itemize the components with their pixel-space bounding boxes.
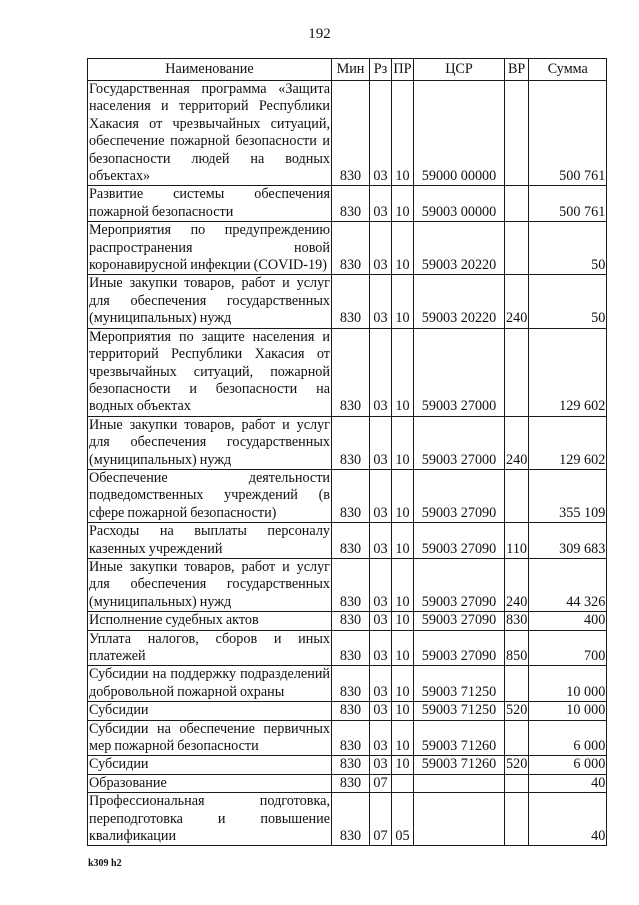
cell-rz: 03 (370, 469, 392, 522)
cell-pr: 10 (392, 720, 414, 756)
cell-csr: 59003 71260 (414, 720, 505, 756)
table-row (88, 558, 607, 611)
cell-sum: 129 602 (529, 416, 607, 469)
header-rz: Рз (370, 59, 392, 81)
cell-csr (414, 793, 505, 846)
cell-vr: 240 (505, 275, 529, 328)
cell-csr: 59003 71250 (414, 666, 505, 702)
footer-code: k309 h2 (88, 858, 122, 869)
cell-min: 830 (332, 702, 370, 720)
cell-min: 830 (332, 756, 370, 774)
cell-csr: 59003 20220 (414, 275, 505, 328)
cell-vr (505, 328, 529, 416)
table-header-row (88, 59, 607, 81)
cell-min: 830 (332, 720, 370, 756)
cell-rz: 03 (370, 523, 392, 559)
budget-table (87, 58, 607, 846)
cell-min: 830 (332, 81, 370, 186)
cell-sum: 40 (529, 774, 607, 792)
cell-csr: 59003 71250 (414, 702, 505, 720)
cell-csr: 59003 27090 (414, 523, 505, 559)
cell-pr: 10 (392, 328, 414, 416)
cell-min: 830 (332, 612, 370, 630)
header-csr: ЦСР (414, 59, 505, 81)
cell-sum: 400 (529, 612, 607, 630)
table-row (88, 756, 607, 774)
cell-rz: 03 (370, 81, 392, 186)
cell-pr: 10 (392, 469, 414, 522)
cell-csr: 59003 27090 (414, 612, 505, 630)
cell-sum: 50 (529, 222, 607, 275)
table-row (88, 720, 607, 756)
cell-csr: 59003 27090 (414, 558, 505, 611)
cell-csr: 59003 27000 (414, 328, 505, 416)
cell-name: Обеспечение деятельности подведомственных учреждений (в сфере пожарной безопасности) (89, 469, 330, 521)
table-row (88, 186, 607, 222)
cell-csr: 59003 27090 (414, 469, 505, 522)
cell-sum: 10 000 (529, 702, 607, 720)
cell-rz: 03 (370, 222, 392, 275)
cell-pr: 10 (392, 666, 414, 702)
page-number: 192 (308, 26, 331, 42)
cell-min: 830 (332, 630, 370, 666)
cell-rz: 03 (370, 275, 392, 328)
cell-name: Уплата налогов, сборов и иных платежей (89, 630, 330, 664)
header-sum: Сумма (529, 59, 607, 81)
cell-min: 830 (332, 416, 370, 469)
cell-name: Субсидии (88, 756, 332, 774)
cell-name: Субсидии на обеспечение первичных мер пожарной безопасности (89, 720, 330, 755)
cell-pr: 10 (392, 523, 414, 559)
cell-min: 830 (332, 774, 370, 792)
header-min: Мин (332, 59, 370, 81)
cell-name: Мероприятия по защите населения и территорий Республики Хакасия от чрезвычайных ситуаций, пожарной безопасности и безопасности на водных объектах (89, 328, 330, 415)
cell-name: Иные закупки товаров, работ и услуг для обеспечения государственных (муниципальных) нужд (89, 416, 330, 468)
cell-rz: 03 (370, 666, 392, 702)
cell-pr: 05 (392, 793, 414, 846)
table-row (88, 774, 607, 792)
table-row (88, 469, 607, 522)
cell-vr (505, 81, 529, 186)
cell-vr (505, 666, 529, 702)
cell-sum: 6 000 (529, 756, 607, 774)
cell-vr: 240 (505, 416, 529, 469)
cell-pr: 10 (392, 630, 414, 666)
header-name: Наименование (88, 59, 332, 81)
cell-rz: 03 (370, 612, 392, 630)
table-row (88, 666, 607, 702)
cell-name: Образование (88, 774, 332, 792)
cell-name: Профессиональная подготовка, переподготовка и повышение квалификации (89, 793, 330, 845)
cell-pr: 10 (392, 222, 414, 275)
cell-vr: 240 (505, 558, 529, 611)
cell-vr (505, 222, 529, 275)
cell-name: Государственная программа «Защита населения и территорий Республики Хакасия от чрезвычайных ситуаций, обеспечение пожарной безопасности и безопасности людей на водных объектах» (89, 81, 330, 185)
cell-sum: 500 761 (529, 186, 607, 222)
cell-sum: 44 326 (529, 558, 607, 611)
cell-pr: 10 (392, 186, 414, 222)
cell-pr: 10 (392, 756, 414, 774)
cell-pr: 10 (392, 612, 414, 630)
cell-name: Иные закупки товаров, работ и услуг для обеспечения государственных (муниципальных) нужд (89, 275, 330, 327)
cell-sum: 309 683 (529, 523, 607, 559)
cell-rz: 03 (370, 186, 392, 222)
cell-min: 830 (332, 558, 370, 611)
header-vr: ВР (505, 59, 529, 81)
cell-sum: 700 (529, 630, 607, 666)
cell-vr (505, 793, 529, 846)
cell-rz: 03 (370, 328, 392, 416)
cell-vr (505, 720, 529, 756)
cell-name: Расходы на выплаты персоналу казенных учреждений (89, 523, 330, 557)
cell-pr: 10 (392, 275, 414, 328)
cell-csr (414, 774, 505, 792)
cell-name: Субсидии на поддержку подразделений добровольной пожарной охраны (89, 666, 330, 700)
table-row (88, 328, 607, 416)
table-row (88, 630, 607, 666)
cell-pr: 10 (392, 558, 414, 611)
cell-min: 830 (332, 469, 370, 522)
cell-name: Исполнение судебных актов (88, 612, 332, 630)
cell-name: Иные закупки товаров, работ и услуг для обеспечения государственных (муниципальных) нужд (89, 558, 330, 610)
cell-name: Мероприятия по предупреждению распространения новой коронавирусной инфекции (COVID-19) (89, 222, 330, 274)
cell-min: 830 (332, 222, 370, 275)
cell-csr: 59003 27000 (414, 416, 505, 469)
cell-min: 830 (332, 186, 370, 222)
table-row (88, 275, 607, 328)
cell-rz: 03 (370, 720, 392, 756)
cell-sum: 40 (529, 793, 607, 846)
cell-csr: 59000 00000 (414, 81, 505, 186)
table-row (88, 523, 607, 559)
cell-vr: 520 (506, 756, 528, 773)
cell-rz: 03 (370, 702, 392, 720)
cell-pr: 10 (392, 702, 414, 720)
table-row (88, 793, 607, 846)
cell-min: 830 (332, 793, 370, 846)
table-row (88, 81, 607, 186)
table-row (88, 702, 607, 720)
table-row (88, 612, 607, 630)
cell-csr: 59003 20220 (414, 222, 505, 275)
header-pr: ПР (392, 59, 414, 81)
cell-vr: 110 (505, 523, 529, 559)
cell-pr (392, 774, 414, 792)
cell-rz: 03 (370, 416, 392, 469)
cell-pr: 10 (392, 416, 414, 469)
cell-sum: 10 000 (529, 666, 607, 702)
cell-min: 830 (332, 666, 370, 702)
cell-min: 830 (332, 275, 370, 328)
cell-sum: 6 000 (529, 720, 607, 756)
cell-csr: 59003 71260 (414, 756, 505, 774)
cell-vr: 850 (505, 630, 529, 666)
cell-vr (505, 186, 529, 222)
cell-name: Развитие системы обеспечения пожарной безопасности (89, 186, 330, 220)
cell-vr: 830 (506, 612, 528, 629)
cell-sum: 129 602 (529, 328, 607, 416)
cell-rz: 03 (370, 630, 392, 666)
cell-sum: 355 109 (529, 469, 607, 522)
cell-rz: 03 (370, 756, 392, 774)
cell-rz: 07 (370, 774, 392, 792)
cell-csr: 59003 00000 (414, 186, 505, 222)
table-row (88, 416, 607, 469)
cell-min: 830 (332, 328, 370, 416)
cell-vr (505, 469, 529, 522)
table-row (88, 222, 607, 275)
cell-sum: 50 (529, 275, 607, 328)
cell-vr: 520 (506, 702, 528, 719)
cell-rz: 07 (370, 793, 392, 846)
cell-csr: 59003 27090 (414, 630, 505, 666)
cell-sum: 500 761 (529, 81, 607, 186)
cell-name: Субсидии (88, 702, 332, 720)
cell-min: 830 (332, 523, 370, 559)
cell-vr (505, 774, 529, 792)
cell-rz: 03 (370, 558, 392, 611)
cell-pr: 10 (392, 81, 414, 186)
